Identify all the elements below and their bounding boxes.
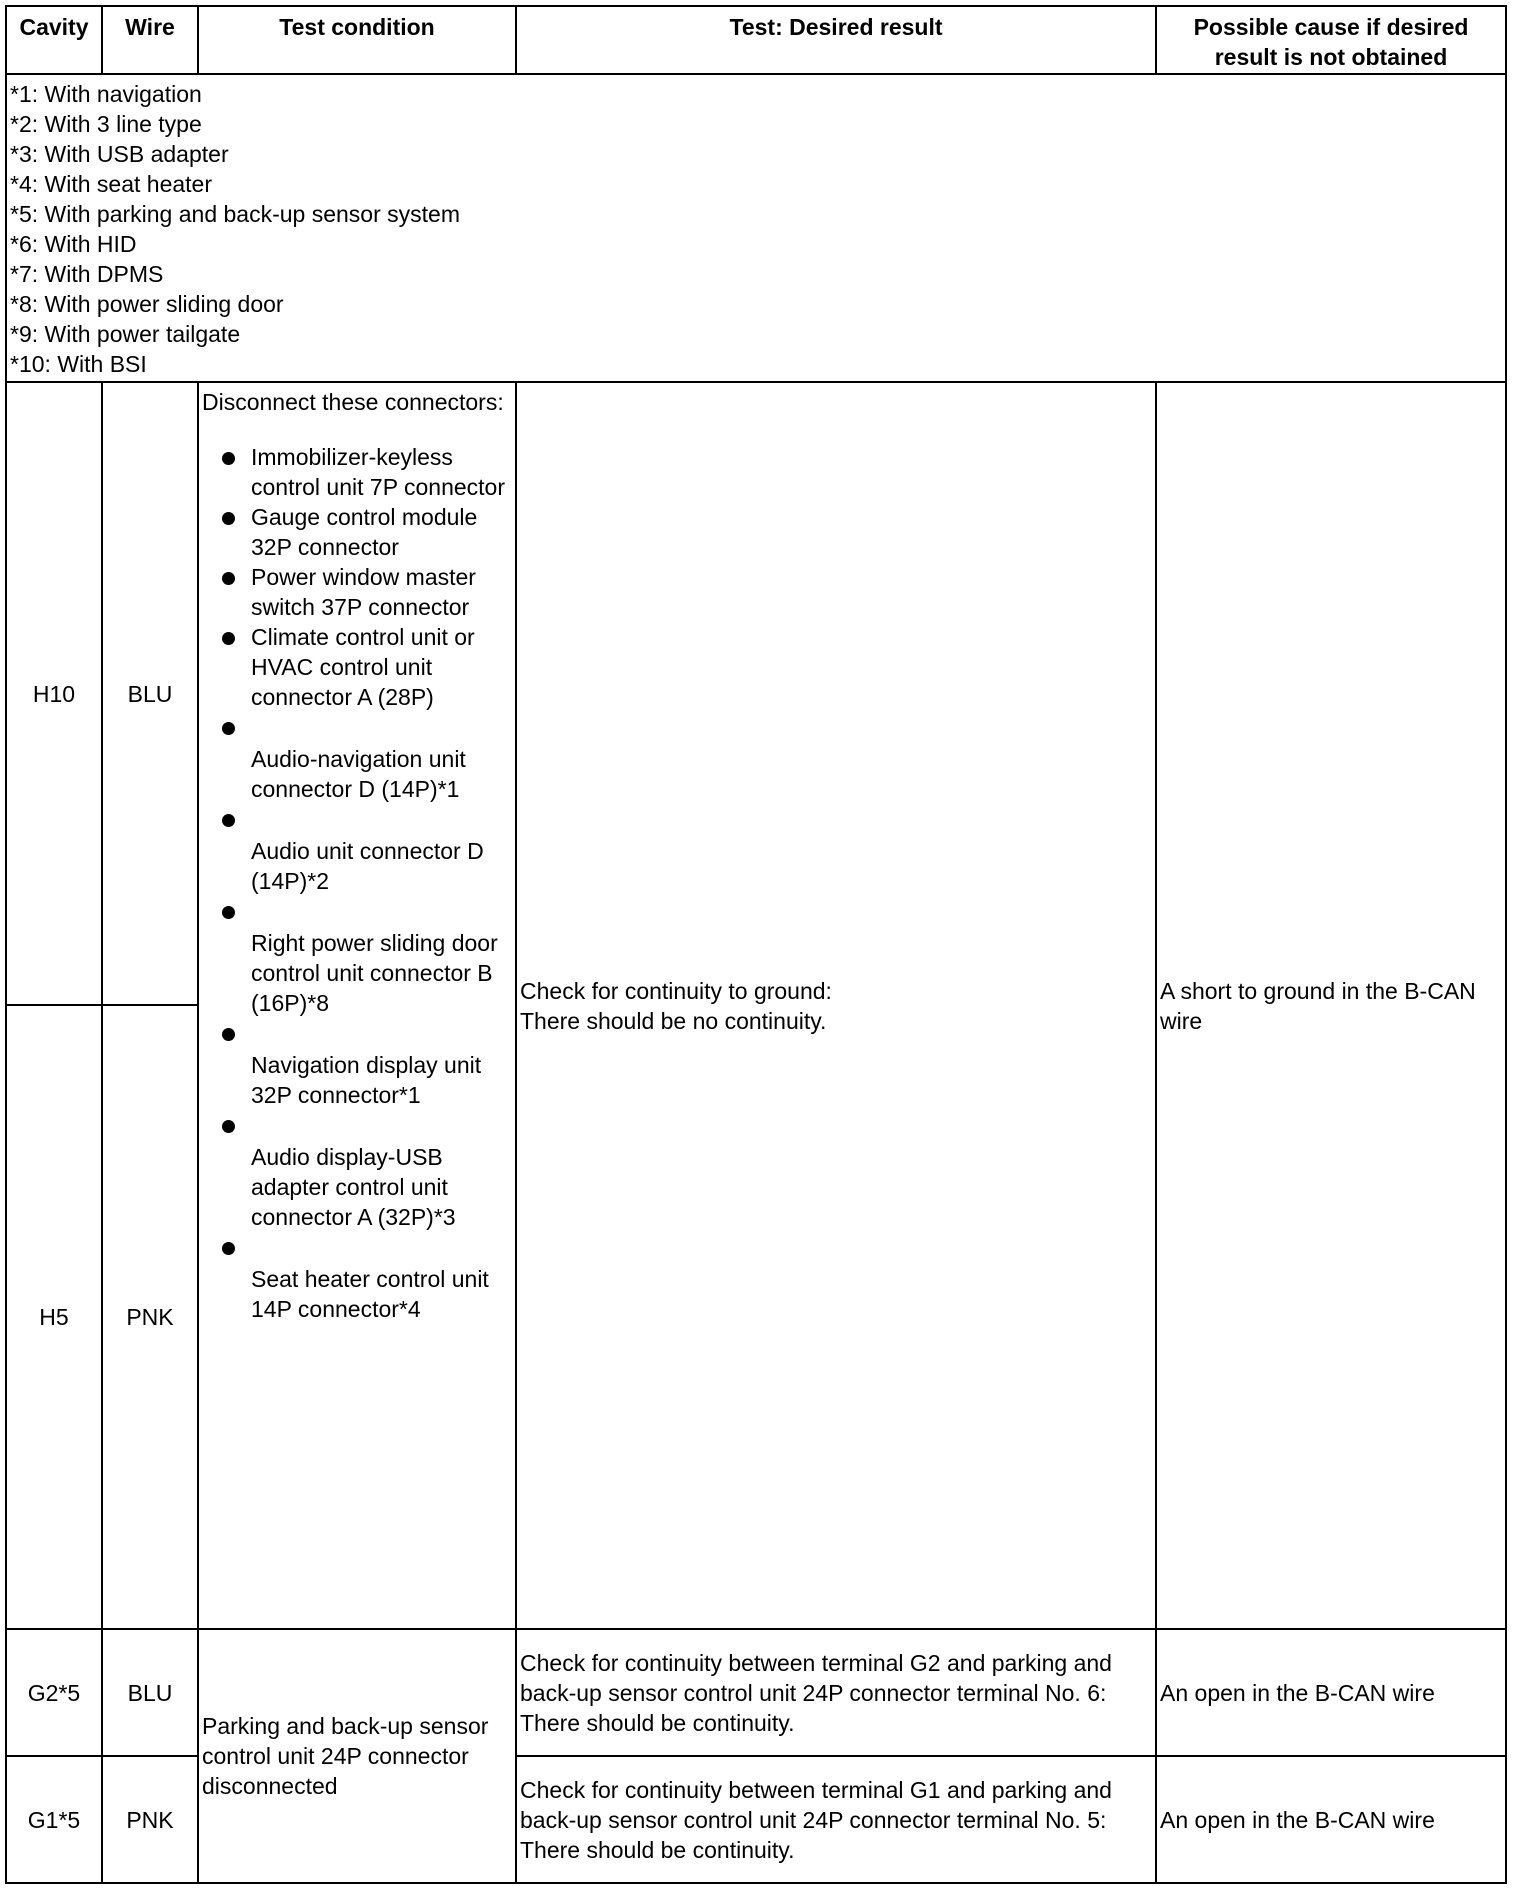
connector-list xyxy=(202,442,512,1324)
condition-intro: Disconnect these connectors: xyxy=(202,389,504,415)
result-line: Check for continuity to ground: xyxy=(520,977,832,1004)
notes-row xyxy=(6,74,1506,382)
header-wire: Wire xyxy=(102,6,198,74)
header-possible-cause: Possible cause if desired result is not obtained xyxy=(1156,6,1506,74)
note: *9: With power tailgate xyxy=(10,321,241,347)
note: *1: With navigation xyxy=(10,81,202,107)
list-item-text: Audio unit connector D (14P)*2 xyxy=(251,838,484,894)
cavity-cell: H5 xyxy=(6,1005,102,1629)
list-item xyxy=(202,896,512,1018)
possible-cause-cell: An open in the B-CAN wire xyxy=(1156,1629,1506,1756)
result-line: There should be no continuity. xyxy=(520,1007,827,1034)
result-line: Check for continuity between terminal G1 and parking and back-up sensor control unit 24P connector terminal No. 5: xyxy=(520,1776,1112,1833)
header-test-condition: Test condition xyxy=(198,6,516,74)
list-item-text: Audio display-USB adapter control unit connector A (32P)*3 xyxy=(251,1144,456,1230)
note: *5: With parking and back-up sensor system xyxy=(10,201,460,227)
list-item-text: Audio-navigation unit connector D (14P)*1 xyxy=(251,746,466,802)
possible-cause-cell: An open in the B-CAN wire xyxy=(1156,1756,1506,1883)
result-line: There should be continuity. xyxy=(520,1709,795,1736)
troubleshooting-table xyxy=(5,5,1507,1884)
result-line: Check for continuity between terminal G2 and parking and back-up sensor control unit 24P connector terminal No. 6: xyxy=(520,1649,1112,1706)
wire-cell: PNK xyxy=(102,1756,198,1883)
test-condition-cell: Parking and back-up sensor control unit 24P connector disconnected xyxy=(198,1629,516,1883)
wire-cell: BLU xyxy=(102,382,198,1005)
desired-result-cell xyxy=(516,1756,1156,1883)
desired-result-cell xyxy=(516,382,1156,1629)
result-line: There should be continuity. xyxy=(520,1836,795,1863)
list-item-text: Seat heater control unit 14P connector*4 xyxy=(251,1266,489,1322)
list-item: Gauge control module 32P connector xyxy=(202,502,512,562)
cavity-cell: H10 xyxy=(6,382,102,1005)
possible-cause-cell: A short to ground in the B-CAN wire xyxy=(1156,382,1506,1629)
wire-cell: PNK xyxy=(102,1005,198,1629)
list-item-text: Right power sliding door control unit connector B (16P)*8 xyxy=(251,930,498,1016)
wire-cell: BLU xyxy=(102,1629,198,1756)
note: *3: With USB adapter xyxy=(10,141,229,167)
header-desired-result: Test: Desired result xyxy=(516,6,1156,74)
table-row xyxy=(6,382,1506,1005)
cavity-cell: G1*5 xyxy=(6,1756,102,1883)
note: *6: With HID xyxy=(10,231,137,257)
list-item: Immobilizer-keyless control unit 7P connector xyxy=(202,442,512,502)
table-row xyxy=(6,1629,1506,1756)
desired-result-cell xyxy=(516,1629,1156,1756)
note: *8: With power sliding door xyxy=(10,291,284,317)
note: *4: With seat heater xyxy=(10,171,212,197)
header-cavity: Cavity xyxy=(6,6,102,74)
list-item xyxy=(202,712,512,804)
list-item: Climate control unit or HVAC control unit connector A (28P) xyxy=(202,622,512,712)
note: *7: With DPMS xyxy=(10,261,164,287)
list-item xyxy=(202,1018,512,1110)
list-item xyxy=(202,1110,512,1232)
notes-cell xyxy=(6,74,1506,382)
list-item-text: Navigation display unit 32P connector*1 xyxy=(251,1052,482,1108)
note: *10: With BSI xyxy=(10,351,147,377)
header-row xyxy=(6,6,1506,74)
note: *2: With 3 line type xyxy=(10,111,202,137)
list-item: Power window master switch 37P connector xyxy=(202,562,512,622)
test-condition-cell xyxy=(198,382,516,1629)
cavity-cell: G2*5 xyxy=(6,1629,102,1756)
list-item xyxy=(202,1232,512,1324)
list-item xyxy=(202,804,512,896)
